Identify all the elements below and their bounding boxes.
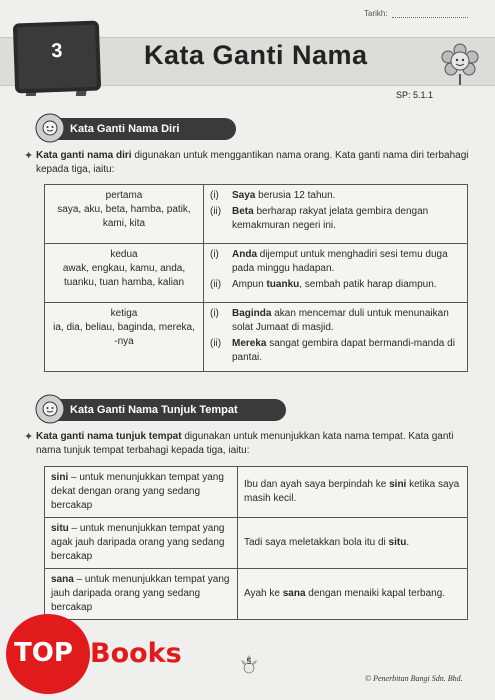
intro-text: digunakan untuk menggantikan nama orang. Kata ganti nama diri terbahagi kepada tiga, iaitu: xyxy=(36,150,469,175)
pronoun-category: pertama xyxy=(105,190,143,201)
date-line xyxy=(392,17,468,18)
flower-icon xyxy=(34,112,66,144)
pronoun-words: awak, engkau, kamu, anda, tuanku, tuan hamba, kalian xyxy=(62,263,186,288)
table-cell xyxy=(45,185,204,244)
flower-icon xyxy=(440,42,480,86)
table-row xyxy=(45,244,468,303)
section-heading-diri xyxy=(38,118,236,140)
table-cell xyxy=(204,244,468,303)
intro-text: digunakan untuk menunjukkan kata nama tempat. Kata ganti nama tunjuk tempat terbahagi kepada tiga, iaitu: xyxy=(36,431,454,456)
table-row xyxy=(45,303,468,372)
bullet-icon: ✦ xyxy=(24,431,34,443)
chapter-number: 3 xyxy=(50,39,63,63)
chapter-title: Kata Ganti Nama xyxy=(144,40,368,70)
example-item: (i) Baginda akan mencemar duli untuk menunaikan solat Jumaat di masjid. xyxy=(210,308,449,333)
table-cell: sini – untuk menunjukkan tempat yang dekat dengan orang yang sedang bercakap xyxy=(45,467,238,518)
pronoun-category: ketiga xyxy=(110,308,138,319)
example-item: (i) Anda dijemput untuk menghadiri sesi temu duga pada minggu hadapan. xyxy=(210,249,448,274)
table-cell xyxy=(204,303,468,372)
table-cell xyxy=(45,303,204,372)
table-cell: Tadi saya meletakkan bola itu di situ. xyxy=(238,518,468,569)
table-cell: Ayah ke sana dengan menaiki kapal terbang. xyxy=(238,569,468,620)
table-row xyxy=(45,518,468,569)
pronoun-category: kedua xyxy=(110,249,138,260)
table-row xyxy=(45,185,468,244)
logo-text-top: TOP xyxy=(14,638,73,668)
table-cell: sana – untuk menunjukkan tempat yang jauh daripada orang yang sedang bercakap xyxy=(45,569,238,620)
table-cell: situ – untuk menunjukkan tempat yang agak jauh daripada orang yang sedang bercakap xyxy=(45,518,238,569)
page-number: 5 xyxy=(246,657,252,666)
intro-term: Kata ganti nama diri xyxy=(36,150,132,161)
example-item: (i) Saya berusia 12 tahun. xyxy=(210,190,336,201)
example-item: (ii) Beta berharap rakyat jelata gembira dengan kemakmuran negeri ini. xyxy=(210,206,429,231)
section-heading-label: Kata Ganti Nama Tunjuk Tempat xyxy=(70,404,238,416)
publisher-credit: © Penerbitan Bangi Sdn. Bhd. xyxy=(365,674,463,683)
bullet-icon: ✦ xyxy=(24,150,34,162)
intro-term: Kata ganti nama tunjuk tempat xyxy=(36,431,182,442)
place-pronoun-table xyxy=(44,466,468,620)
chapter-chalkboard xyxy=(13,21,101,94)
table-row xyxy=(45,467,468,518)
example-item: (ii) Ampun tuanku, sembah patik harap diampun. xyxy=(210,279,437,290)
section-intro xyxy=(36,149,476,177)
standard-code: SP: 5.1.1 xyxy=(396,90,434,100)
date-label: Tarikh: xyxy=(364,9,388,18)
logo-text-books: Books xyxy=(90,638,182,669)
table-cell: Ibu dan ayah saya berpindah ke sini ketika saya masih kecil. xyxy=(238,467,468,518)
section-heading-label: Kata Ganti Nama Diri xyxy=(70,123,180,135)
flower-icon xyxy=(34,393,66,425)
pronoun-words: saya, aku, beta, hamba, patik, kami, kita xyxy=(57,204,191,229)
section-intro xyxy=(36,430,476,458)
pronoun-words: ia, dia, beliau, baginda, mereka, -nya xyxy=(53,322,195,347)
section-heading-tempat xyxy=(38,399,286,421)
table-cell xyxy=(45,244,204,303)
topbooks-logo xyxy=(6,612,182,694)
example-item: (ii) Mereka sangat gembira dapat bermandi-manda di pantai. xyxy=(210,338,455,363)
personal-pronoun-table xyxy=(44,184,468,372)
table-cell xyxy=(204,185,468,244)
